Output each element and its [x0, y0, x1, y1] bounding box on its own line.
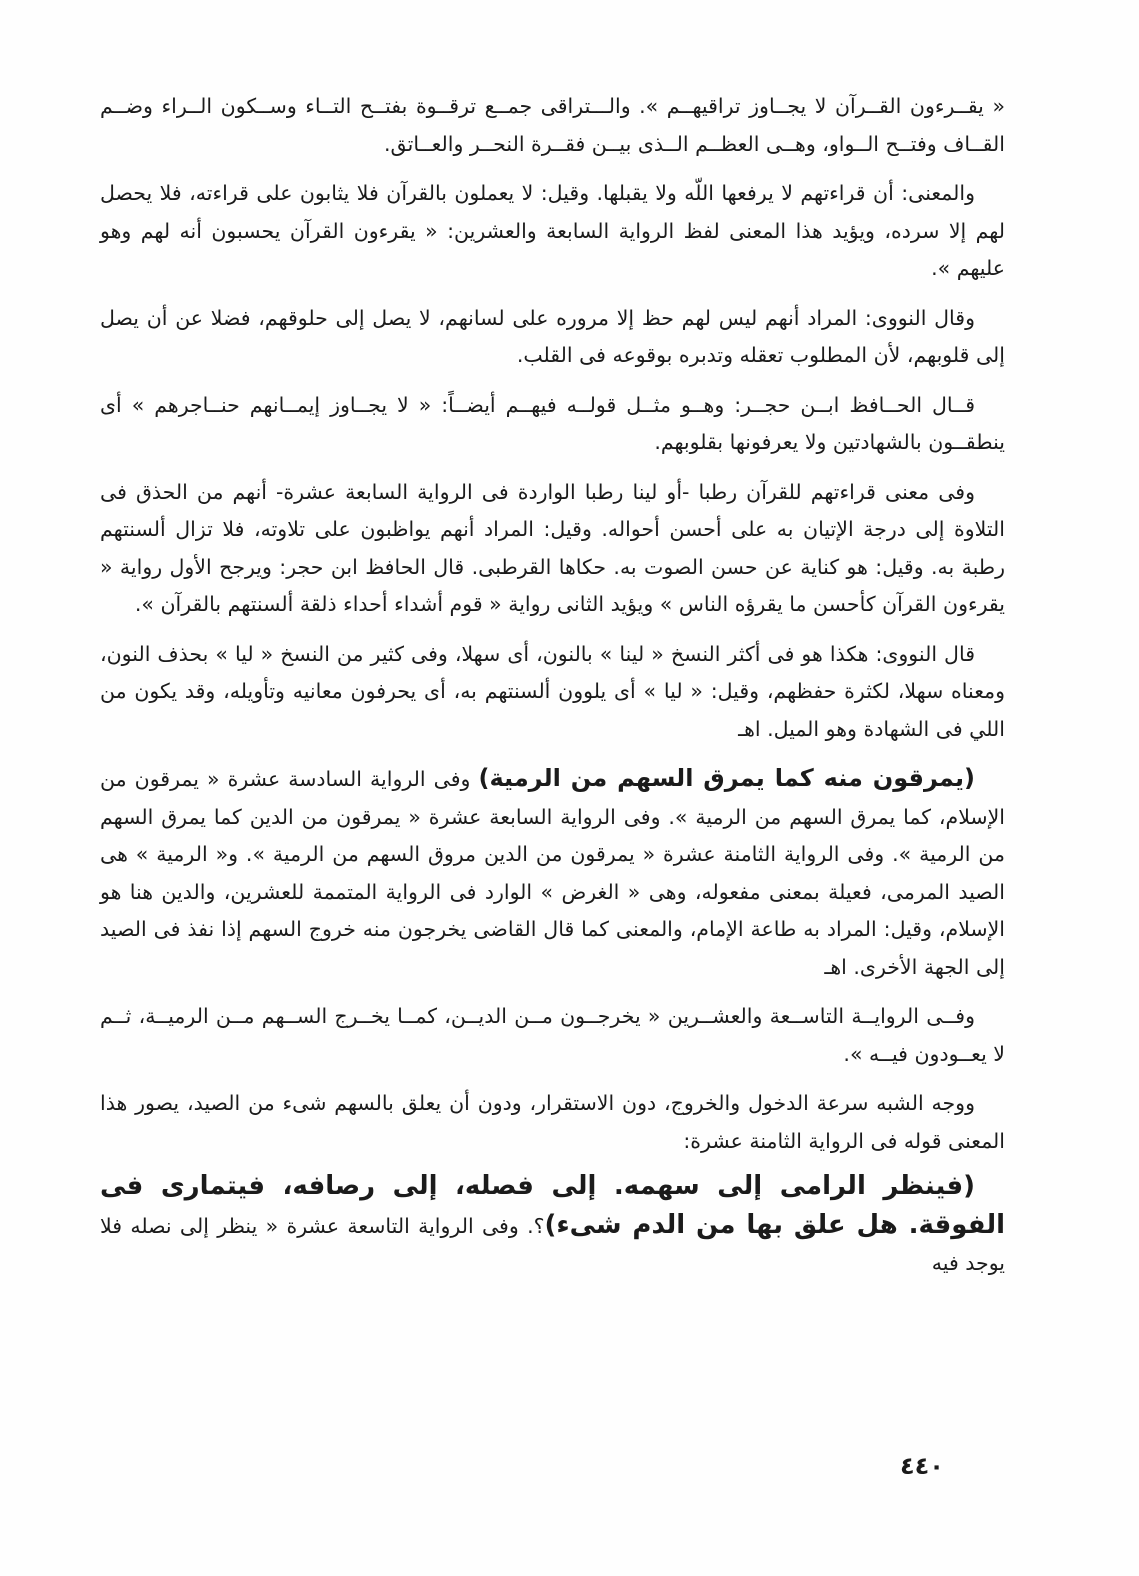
- paragraph-8: وفــى الروايــة التاســعة والعشــرين « يخرجــون مــن الديــن، كمــا يخــرج الســهم مــن الرميــة، ثــم لا يعــودون فيــه ».: [100, 1004, 1005, 1066]
- paragraph-10: [100, 1168, 1005, 1283]
- paragraph-3: وقال النووى: المراد أنهم ليس لهم حظ إلا مروره على لسانهم، لا يصل إلى حلوقهم، فضلا عن أن يصل إلى قلوبهم، لأن المطلوب تعقله وتدبره بوقوعه فى القلب.: [100, 305, 1005, 367]
- paragraph-7-text: وفى الرواية السادسة عشرة « يمرقون من الإسلام، كما يمرق السهم من الرمية ». وفى الرواية السابعة عشرة « يمرقون من الدين كما يمرق السهم من الرمية ». وفى الرواية الثامنة عشرة « يمرقون من الدين مروق السهم من الرمية ». و« الرمية » هى الصيد المرمى، فعيلة بمعنى مفعوله، وهى « الغرض » الوارد فى الرواية المتممة للعشرين، والدين هنا هو الإسلام، وقيل: المراد به طاعة الإمام، والمعنى كما قال القاضى يخرجون منه خروج السهم إذا نفذ فى الصيد إلى الجهة الأخرى. اهـ: [100, 767, 1005, 979]
- paragraph-7: [100, 760, 1005, 986]
- paragraph-2: والمعنى: أن قراءتهم لا يرفعها اللّه ولا يقبلها. وقيل: لا يعملون بالقرآن فلا يثابون على قراءته، فلا يحصل لهم إلا سرده، ويؤيد هذا المعنى لفظ الرواية السابعة والعشرين: « يقرءون القرآن يحسبون أنه لهم وهو عليهم ».: [100, 181, 1005, 280]
- heading-hadith-phrase-2: (فينظر الرامى إلى سهمه. إلى فصله، إلى رصافه، فيتمارى فى الفوقة. هل علق بها من الدم شىء): [100, 1171, 1005, 1240]
- page-number: ٤٤٠: [900, 1452, 944, 1480]
- paragraph-5: وفى معنى قراءتهم للقرآن رطبا -أو لينا رطبا الواردة فى الرواية السابعة عشرة- أنهم من الحذق فى التلاوة إلى درجة الإتيان به على أحسن أحواله. وقيل: المراد أنهم يواظبون على تلاوته، فلا تزال ألسنتهم رطبة به. وقيل: هو كناية عن حسن الصوت به. حكاها القرطبى. قال الحافظ ابن حجر: ويرجح الأول رواية « يقرءون القرآن كأحسن ما يقرؤه الناس » ويؤيد الثانى رواية « قوم أشداء أحداء ذلقة ألسنتهم بالقرآن ».: [100, 479, 1005, 616]
- paragraph-1: « يقــرءون القــرآن لا يجــاوز تراقيهــم ». والـــتراقى جمــع ترقــوة بفتــح التــاء وســكون الــراء وضــم القــاف وفتــح الــواو، وهــى العظــم الــذى بيــن فقــرة النحــر والعــاتق.: [100, 94, 1005, 156]
- paragraph-4: قــال الحــافظ ابــن حجــر: وهــو مثــل قولــه فيهــم أيضــاً: « لا يجــاوز إيمــانهم حنــاجرهم » أى ينطقــون بالشهادتين ولا يعرفونها بقلوبهم.: [100, 392, 1005, 454]
- paragraph-6: قال النووى: هكذا هو فى أكثر النسخ « لينا » بالنون، أى سهلا، وفى كثير من النسخ « ليا » بحذف النون، ومعناه سهلا، لكثرة حفظهم، وقيل: « ليا » أى يلوون ألسنتهم به، أى يحرفون معانيه وتأويله، وقد يكون من اللي فى الشهادة وهو الميل. اهـ: [100, 641, 1005, 741]
- body-text: [100, 88, 1005, 1283]
- paragraph-10-text: ؟. وفى الرواية التاسعة عشرة « ينظر إلى نصله فلا يوجد فيه: [100, 1213, 1005, 1275]
- paragraph-9: ووجه الشبه سرعة الدخول والخروج، دون الاستقرار، ودون أن يعلق بالسهم شىء من الصيد، يصور هذا المعنى قوله فى الرواية الثامنة عشرة:: [100, 1091, 1005, 1153]
- heading-hadith-phrase-1: (يمرقون منه كما يمرق السهم من الرمية): [478, 764, 975, 792]
